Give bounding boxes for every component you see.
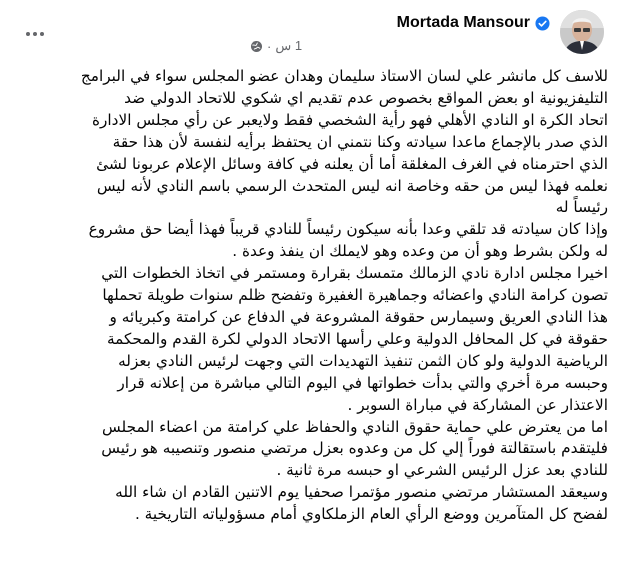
post-line: اما من يعترض علي حماية حقوق النادي والحفاظ علي كرامتة من اعضاء المجلس xyxy=(102,417,608,436)
author-name[interactable]: Mortada Mansour xyxy=(396,14,530,31)
more-options-icon-dot xyxy=(33,32,37,36)
more-options-icon-dot xyxy=(40,32,44,36)
post-line: رئيساً له xyxy=(555,198,608,217)
post-line: اخيرا مجلس ادارة نادي الزمالك متمسك بقرارة ومستمر في اتخاذ الخطوات التي xyxy=(101,264,608,283)
post-line: الذي احترمناه في الغرف المغلقة أما أن يعلنه في كافة وسائل الإعلام عربونا لشئ xyxy=(96,154,608,173)
avatar-image xyxy=(560,10,604,54)
meta-separator: · xyxy=(267,38,272,54)
post-line: وإذا كان سيادته قد تلقي وعدا بأنه سيكون رئيساً للنادي قريباً فهذا أيضا حق مشروع xyxy=(88,220,608,239)
more-options-button[interactable] xyxy=(20,22,50,46)
more-options-icon-dot xyxy=(26,32,30,36)
post-line: هذا النادي العريق وسيمارس حقوقة المشروعة في الدفاع عن كرامتة وكبريائه و xyxy=(109,307,608,326)
author-avatar[interactable] xyxy=(560,10,604,54)
post-line: لفضح كل المتآمرين ووضع الرأي العام الزملكاوي أمام مسؤولياته التاريخية . xyxy=(134,505,608,524)
author-block xyxy=(250,12,550,54)
post-line: للنادي بعد عزل الرئيس الشرعي او حبسه مرة ثانية . xyxy=(276,461,608,480)
author-line xyxy=(250,12,550,34)
post-line: للاسف كل مانشر علي لسان الاستاذ سليمان وهدان عضو المجلس سواء في البرامج xyxy=(80,67,608,85)
post-line: اتحاد الكرة او النادي الأهلي فهو رأية الشخصي فقط ولايعبر عن رأي مجلس الادارة xyxy=(92,110,608,129)
post-line: وحبسه مرة أخري والتي بدأت خطواتها في اليوم التالي مباشرة من إعلانه قرار xyxy=(117,373,608,392)
post-line: حقوقة في كل المحافل الدولية وعلي رأسها الاتحاد الدولي لكرة القدم والمحكمة xyxy=(106,329,608,348)
verified-badge-icon xyxy=(535,16,550,31)
post-line: الذي صدر بالإجماع ماعدا سيادته وكنا نتمني ان يحتفظ برأيه لنفسة لأن هذا حقة xyxy=(112,132,608,151)
post-line: الرياضية الدولية ولو كان الثمن تنفيذ التهديدات التي وجهت لرئيس النادي بعزله xyxy=(118,351,608,370)
globe-icon[interactable] xyxy=(250,40,263,53)
post-text xyxy=(16,66,608,526)
post-time[interactable]: 1 س xyxy=(275,38,303,53)
post-line: وسيعقد المستشار مرتضي منصور مؤتمرا صحفيا يوم الاتنين القادم ان شاء الله xyxy=(115,483,608,502)
post-line: نعلمه فهذا ليس من حقه وخاصة انه ليس المتحدث الرسمي باسم النادي لأنه ليس xyxy=(96,176,608,195)
post-line: الاعتذار عن المشاركة في مباراة السوبر . xyxy=(347,395,608,414)
post-header xyxy=(0,0,622,66)
post-line: له ولكن بشرط وهو أن من وعده وهو لايملك ان ينفذ وعدة . xyxy=(232,242,608,261)
post-line: فليتقدم باستقالتة فوراً إلي كل من وعدوه بعزل مرتضي منصور وتنصيبه هو رئيس xyxy=(101,439,608,458)
post-line: تصون كرامة النادي واعضائه وجماهيرة الغفيرة وتفضح ظلم سنوات طويلة تحملها xyxy=(102,286,608,305)
post-line: التليفزيونية او بعض المواقع بخصوص عدم تقديم اي شكوي للاتحاد الدولي ضد xyxy=(124,88,608,107)
post-meta xyxy=(250,38,550,54)
